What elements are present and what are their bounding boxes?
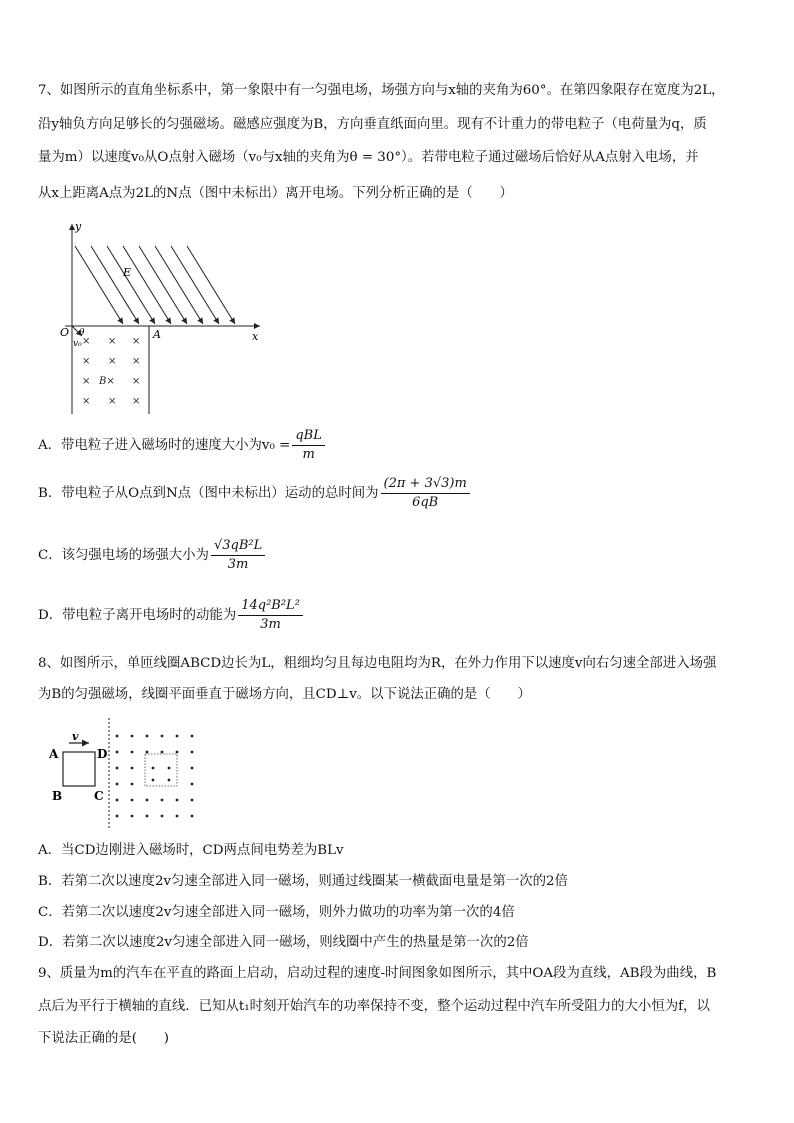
cross: × — [82, 336, 91, 347]
cross: × — [108, 396, 117, 407]
field-b-label: B× — [99, 376, 115, 387]
cross: × — [132, 396, 141, 407]
coil-inside-field — [145, 754, 177, 786]
option-text: C．该匀强电场的场强大小为 — [38, 548, 209, 563]
cross: × — [108, 356, 117, 367]
q9-line-1: 9、质量为m的汽车在平直的路面上启动，启动过程的速度-时间图象如图所示，其中OA段为直线，AB段为曲线，B — [38, 966, 717, 981]
velocity-label: v — [72, 730, 79, 743]
q8-option-b: B．若第二次以速度2v匀速全部进入同一磁场，则通过线圈某一横截面电量是第一次的2倍 — [38, 874, 568, 889]
q7-line-4: 从x上距离A点为2L的N点（图中未标出）离开电场。下列分析正确的是（ ） — [38, 186, 513, 201]
fraction-numerator: √3qB²L — [211, 538, 265, 556]
cross: × — [132, 376, 141, 387]
q9-line-2: 点后为平行于横轴的直线．已知从t₁时刻开始汽车的功率保持不变，整个运动过程中汽车所受阻力的大小恒为f，以 — [38, 999, 710, 1014]
x-label: x — [252, 330, 259, 343]
q9-line-3: 下说法正确的是( ) — [38, 1031, 169, 1046]
option-text: B．带电粒子从O点到N点（图中未标出）运动的总时间为 — [38, 486, 379, 501]
fraction-denominator: m — [302, 447, 315, 462]
fraction-denominator: 3m — [260, 617, 281, 632]
field-e-label: E — [123, 266, 132, 279]
corner-c-label: C — [94, 789, 104, 803]
q7-figure — [55, 218, 270, 418]
cross: × — [132, 356, 141, 367]
cross: × — [132, 336, 141, 347]
cross: × — [82, 376, 91, 387]
cross: × — [82, 396, 91, 407]
origin-label: O — [60, 326, 70, 339]
v0-label: v₀ — [73, 339, 82, 349]
q8-option-c: C．若第二次以速度2v匀速全部进入同一磁场，则外力做功的功率为第一次的4倍 — [38, 905, 515, 920]
fraction-denominator: 6qB — [412, 495, 439, 510]
point-a-label: A — [153, 328, 161, 341]
q7-line-3: 量为m）以速度v₀从O点射入磁场（v₀与x轴的夹角为θ = 30°）。若带电粒子通过磁场后恰好从A点射入电场，并 — [38, 150, 699, 165]
corner-b-label: B — [52, 789, 63, 803]
q7-option-a — [38, 428, 325, 463]
coil-abcd — [63, 752, 95, 786]
q8-line-1: 8、如图所示，单匝线圈ABCD边长为L，粗细均匀且每边电阻均为R，在外力作用下以速度v向右匀速全部进入场强 — [38, 656, 717, 671]
fraction-denominator: 3m — [227, 557, 249, 572]
fraction-numerator: 14q²B²L² — [238, 598, 303, 616]
fraction-numerator: (2π + 3√3)m — [381, 476, 470, 494]
q8-figure — [45, 718, 205, 830]
corner-d-label: D — [97, 747, 108, 761]
theta-label: θ — [79, 328, 85, 338]
cross: × — [82, 356, 91, 367]
option-text: A．带电粒子进入磁场时的速度大小为v₀ = — [38, 438, 291, 453]
cross: × — [108, 336, 117, 347]
option-text: D．带电粒子离开电场时的动能为 — [38, 608, 237, 623]
q7-option-b — [38, 476, 470, 511]
corner-a-label: A — [49, 747, 59, 761]
y-label: y — [75, 220, 82, 233]
q8-option-a: A．当CD边刚进入磁场时，CD两点间电势差为BLv — [38, 843, 344, 858]
fraction-numerator: qBL — [292, 428, 325, 446]
q7-option-c — [38, 538, 265, 573]
q7-option-d — [38, 598, 303, 633]
q7-line-1: 7、如图所示的直角坐标系中，第一象限中有一匀强电场，场强方向与x轴的夹角为60°。在第四象限存在宽度为2L， — [38, 83, 725, 98]
q7-line-2: 沿y轴负方向足够长的匀强磁场。磁感应强度为B，方向垂直纸面向里。现有不计重力的带电粒子（电荷量为q，质 — [38, 117, 707, 132]
q8-option-d: D．若第二次以速度2v匀速全部进入同一磁场，则线圈中产生的热量是第一次的2倍 — [38, 935, 529, 950]
electric-field-lines — [75, 246, 235, 324]
q8-line-2: 为B的匀强磁场，线圈平面垂直于磁场方向，且CD⊥v。以下说法正确的是（ ） — [38, 687, 531, 702]
magnetic-field-dots — [116, 735, 194, 818]
